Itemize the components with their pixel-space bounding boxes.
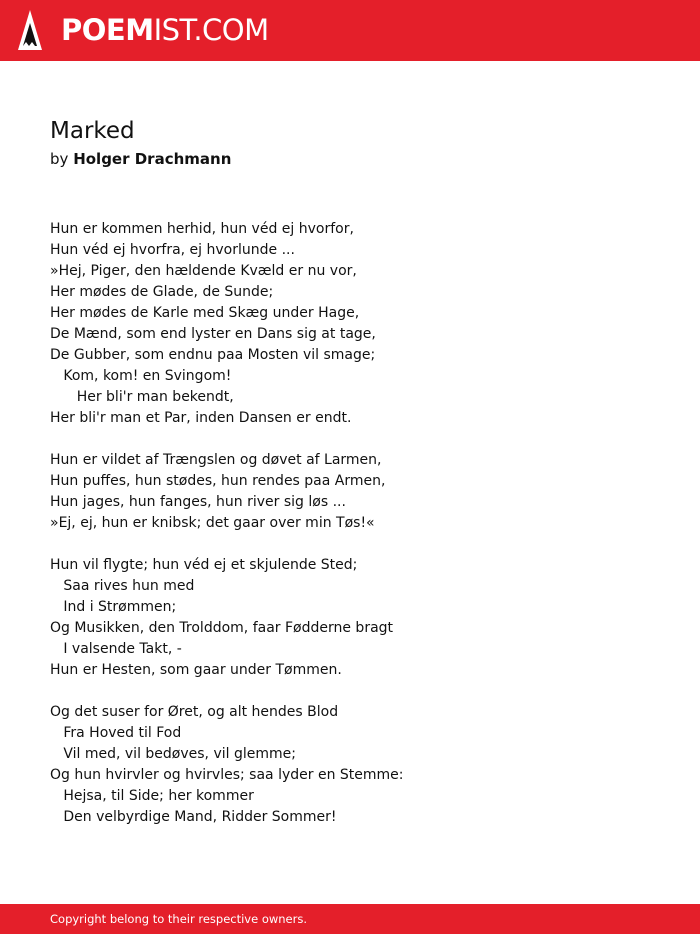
copyright-text: Copyright belong to their respective owners.	[50, 912, 308, 926]
site-footer	[0, 904, 700, 934]
poem-line: Her bli'r man bekendt,	[50, 389, 234, 405]
poem-line: Her mødes de Karle med Skæg under Hage,	[50, 305, 360, 321]
poem-line: De Gubber, som endnu paa Mosten vil smage;	[50, 347, 376, 363]
pencil-icon[interactable]	[17, 9, 43, 51]
poem-stanza	[50, 555, 650, 681]
poem-line: Hun jages, hun fanges, hun river sig løs ...	[50, 494, 346, 510]
poem-line: Og Musikken, den Trolddom, faar Fødderne bragt	[50, 620, 394, 636]
poem-line: »Hej, Piger, den hældende Kvæld er nu vor,	[50, 263, 357, 279]
poem-line: Hejsa, til Side; her kommer	[50, 788, 254, 804]
poem-line: Hun vil flygte; hun véd ej et skjulende Sted;	[50, 557, 358, 573]
poem-line: Vil med, vil bedøves, vil glemme;	[50, 746, 296, 762]
poem-line: Kom, kom! en Svingom!	[50, 368, 232, 384]
poem-line: Her bli'r man et Par, inden Dansen er endt.	[50, 410, 352, 426]
author-name: Holger Drachmann	[73, 150, 232, 168]
logo-text-rest: IST.COM	[153, 13, 269, 47]
poem-line: Og det suser for Øret, og alt hendes Blod	[50, 704, 339, 720]
poem-line: Saa rives hun med	[50, 578, 195, 594]
site-logo[interactable]	[61, 12, 269, 48]
poem-line: »Ej, ej, hun er knibsk; det gaar over min Tøs!«	[50, 515, 375, 531]
poem-line: Fra Hoved til Fod	[50, 725, 182, 741]
poem-line: I valsende Takt, -	[50, 641, 182, 657]
poem-line: Hun puffes, hun stødes, hun rendes paa Armen,	[50, 473, 386, 489]
poem-line: Her mødes de Glade, de Sunde;	[50, 284, 274, 300]
poem-line: De Mænd, som end lyster en Dans sig at tage,	[50, 326, 376, 342]
poem-line: Hun er vildet af Trængslen og døvet af Larmen,	[50, 452, 382, 468]
poem-stanza	[50, 450, 650, 534]
poem-stanza	[50, 702, 650, 828]
poem-stanza	[50, 219, 650, 429]
poem-line: Hun er kommen herhid, hun véd ej hvorfor,	[50, 221, 354, 237]
poem-line: Hun er Hesten, som gaar under Tømmen.	[50, 662, 342, 678]
byline-prefix: by	[50, 150, 69, 168]
poem-line: Hun véd ej hvorfra, ej hvorlunde ...	[50, 242, 295, 258]
logo-text-bold: POEM	[61, 13, 154, 47]
poem-line: Ind i Strømmen;	[50, 599, 177, 615]
byline	[50, 148, 231, 170]
site-header	[0, 0, 700, 61]
poem-body	[50, 219, 650, 849]
poem-line: Og hun hvirvler og hvirvles; saa lyder en Stemme:	[50, 767, 404, 783]
poem-title: Marked	[50, 118, 135, 144]
poem-line: Den velbyrdige Mand, Ridder Sommer!	[50, 809, 337, 825]
